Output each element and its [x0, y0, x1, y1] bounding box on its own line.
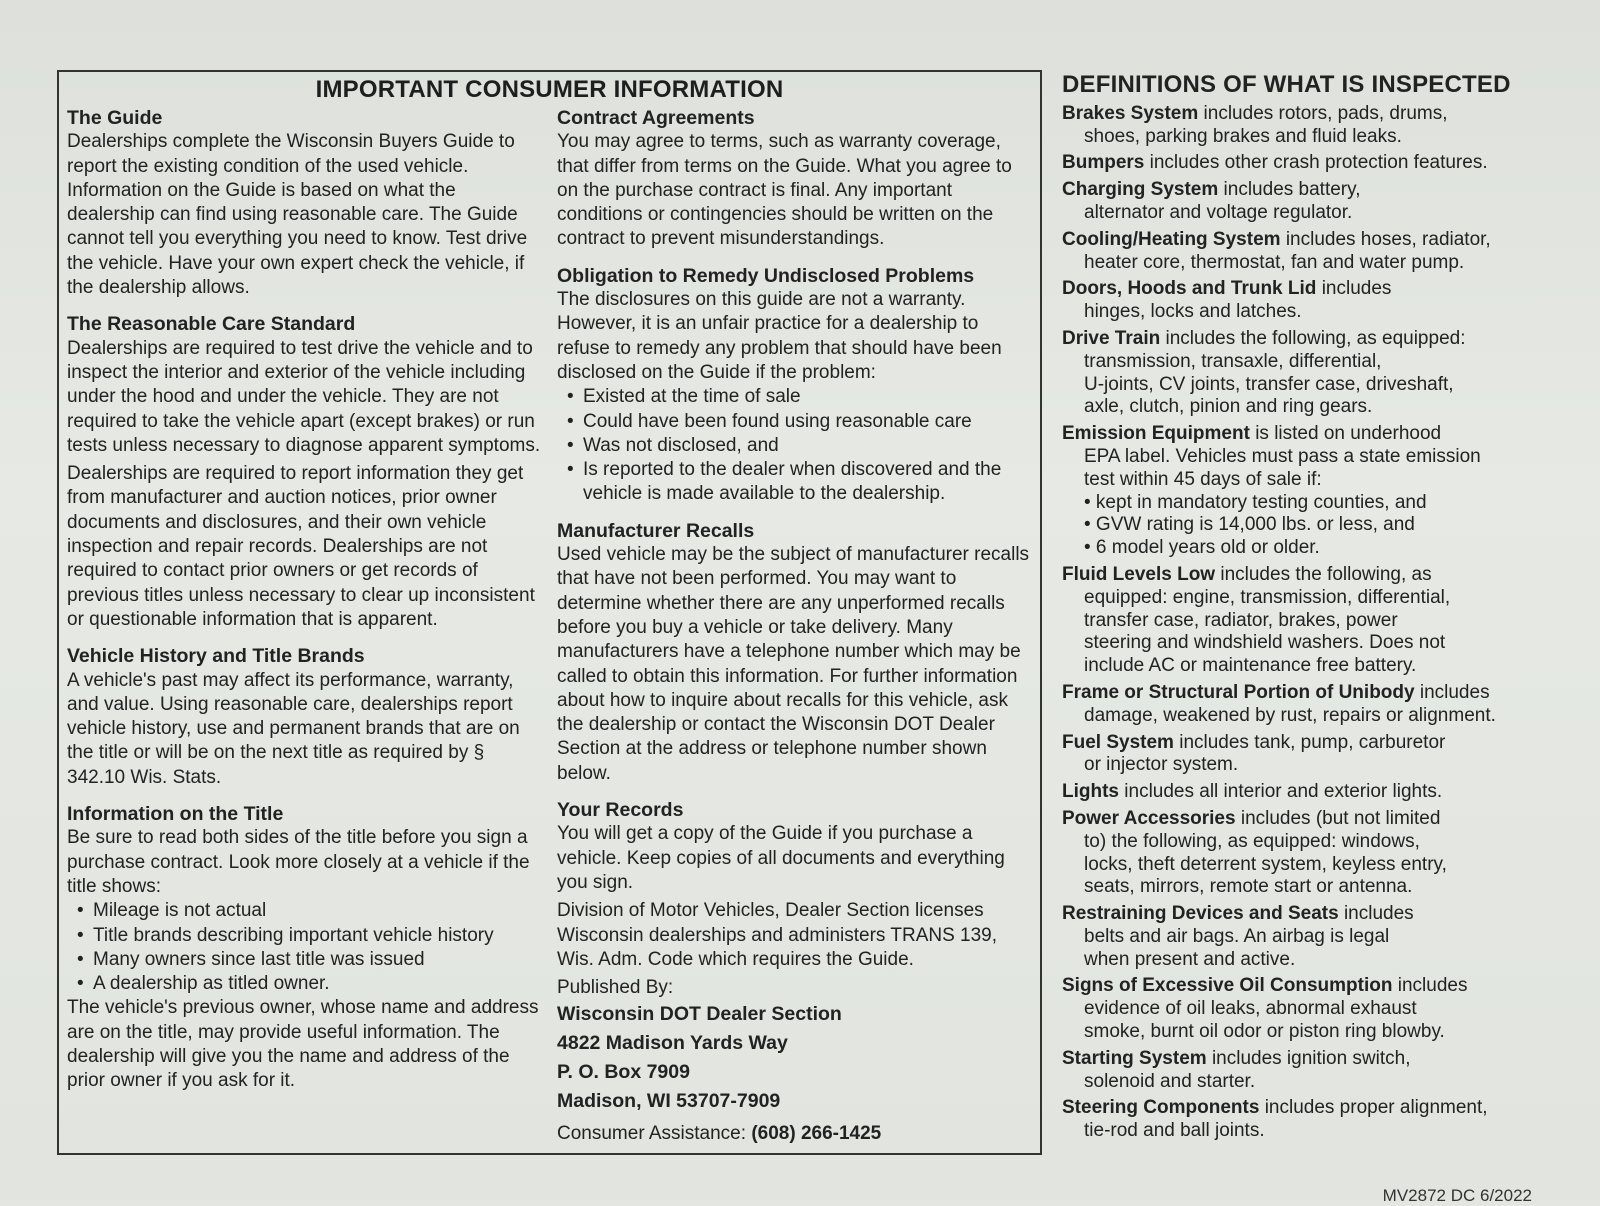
- definition-text: includes: [1397, 975, 1468, 997]
- section-paragraph: You may agree to terms, such as warranty coverage, that differ from terms on the Guide. What you agree to on the purchase contract is final. Any important conditions or contingencies should be written on the contract to prevent misunderstandings.: [557, 131, 1012, 250]
- definition-item: [1062, 1048, 1582, 1094]
- section-the-guide: [67, 106, 542, 300]
- definition-text: is listed on underhood: [1255, 423, 1442, 445]
- definition-first-line: [1062, 423, 1582, 446]
- definition-item: [1062, 179, 1582, 225]
- definition-term: Doors, Hoods and Trunk Lid: [1062, 278, 1317, 300]
- definition-term: Fuel System: [1062, 731, 1174, 753]
- definition-text: includes: [1321, 278, 1392, 300]
- definition-first-line: [1062, 732, 1582, 755]
- section-paragraph: Used vehicle may be the subject of manufacturer recalls that have not been performed. You may want to determine whether there are any unperformed recalls before you buy a vehicle or take delivery. Many manufacturers have a telephone number which may be called to obtain this information. For further information about how to inquire about recalls for this vehicle, ask the dealership or contact the Wisconsin DOT Dealer Section at the address or telephone number shown below.: [557, 544, 1030, 784]
- definition-continuation: axle, clutch, pinion and ring gears.: [1084, 396, 1373, 418]
- definition-term: Starting System: [1062, 1047, 1207, 1069]
- section-vehicle-history: [67, 644, 542, 790]
- definition-term: Power Accessories: [1062, 807, 1236, 829]
- definition-item: [1062, 103, 1582, 149]
- definition-text: includes the following, as: [1220, 563, 1432, 585]
- section-heading: Obligation to Remedy Undisclosed Problems: [557, 264, 975, 287]
- section-heading: Vehicle History and Title Brands: [67, 645, 365, 668]
- definition-term: Drive Train: [1062, 327, 1161, 349]
- section-paragraph: Dealerships are required to test drive the vehicle and to inspect the interior and exterior of the vehicle including under the hood and under the vehicle. They are not required to take the vehicle apart (except brakes) or run tests unless necessary to diagnose apparent symptoms.: [67, 337, 541, 456]
- definitions-list: [1062, 103, 1582, 1143]
- definition-first-line: [1062, 975, 1582, 998]
- definition-first-line: [1062, 152, 1582, 175]
- definition-continuation: to) the following, as equipped: windows,: [1084, 830, 1420, 852]
- definition-continuation: equipped: engine, transmission, differential,: [1084, 586, 1451, 608]
- definition-first-line: [1062, 278, 1582, 301]
- section-obligation: [557, 264, 1032, 507]
- definition-continuation: solenoid and starter.: [1084, 1070, 1256, 1092]
- definition-text: includes: [1343, 903, 1414, 925]
- box-title: IMPORTANT CONSUMER INFORMATION: [315, 76, 784, 103]
- publisher-line: Madison, WI 53707-7909: [557, 1090, 781, 1113]
- definition-text: includes hoses, radiator,: [1285, 228, 1491, 250]
- section-paragraph: Dealerships are required to report information they get from manufacturer and auction notices, prior owner documents and disclosures, and their own vehicle inspection and repair records. Dealerships are not required to contact prior owners or get records of previous titles unless necessary to clear up inconsistent or questionable information that is apparent.: [67, 463, 535, 630]
- definition-term: Restraining Devices and Seats: [1062, 903, 1339, 925]
- section-contract: [557, 106, 1032, 252]
- consumer-info-column-2: [557, 106, 1032, 1159]
- section-title-info: [67, 802, 542, 1094]
- definition-first-line: [1062, 229, 1582, 252]
- definition-item: [1062, 975, 1582, 1043]
- definition-continuation: shoes, parking brakes and fluid leaks.: [1084, 125, 1402, 147]
- definition-term: Charging System: [1062, 179, 1219, 201]
- definition-continuation: tie-rod and ball joints.: [1084, 1120, 1265, 1142]
- definition-first-line: [1062, 781, 1582, 804]
- definition-continuation: heater core, thermostat, fan and water pump.: [1084, 251, 1465, 273]
- obligation-bullet-list: [557, 385, 1032, 506]
- section-heading: The Guide: [67, 107, 163, 129]
- section-records: [557, 798, 1032, 1147]
- definition-term: Bumpers: [1062, 152, 1145, 174]
- definition-item: [1062, 808, 1582, 899]
- definition-continuation: • 6 model years old or older.: [1084, 537, 1320, 559]
- definition-item: [1062, 278, 1582, 324]
- definition-term: Emission Equipment: [1062, 423, 1250, 445]
- section-heading: Contract Agreements: [557, 107, 755, 129]
- section-paragraph: You will get a copy of the Guide if you purchase a vehicle. Keep copies of all documents and everything you sign.: [557, 823, 1005, 893]
- list-item: • Many owners since last title was issued: [77, 948, 542, 972]
- section-paragraph: Division of Motor Vehicles, Dealer Section licenses Wisconsin dealerships and administers TRANS 139, Wis. Adm. Code which requires the Guide.: [557, 900, 998, 970]
- list-item: • Could have been found using reasonable care: [567, 410, 1032, 434]
- assist-label: Consumer Assistance:: [557, 1123, 747, 1145]
- definition-item: [1062, 732, 1582, 778]
- definitions-column: [1062, 71, 1582, 1147]
- publisher-line: Wisconsin DOT Dealer Section: [557, 1003, 842, 1026]
- definition-item: [1062, 682, 1582, 728]
- definition-continuation: EPA label. Vehicles must pass a state emission: [1084, 445, 1481, 467]
- definition-term: Brakes System: [1062, 102, 1199, 124]
- definition-continuation: • GVW rating is 14,000 lbs. or less, and: [1084, 514, 1415, 536]
- section-heading: Your Records: [557, 799, 684, 822]
- list-item: • Was not disclosed, and: [567, 434, 1032, 458]
- definition-continuation: include AC or maintenance free battery.: [1084, 655, 1417, 677]
- section-heading: The Reasonable Care Standard: [67, 313, 356, 336]
- list-item: • Mileage is not actual: [77, 899, 542, 923]
- definition-text: includes battery,: [1223, 179, 1361, 201]
- definition-first-line: [1062, 1097, 1582, 1120]
- definition-term: Steering Components: [1062, 1097, 1260, 1119]
- definition-item: [1062, 423, 1582, 560]
- definition-item: [1062, 781, 1582, 804]
- definition-continuation: steering and windshield washers. Does not: [1084, 632, 1446, 654]
- definition-term: Cooling/Heating System: [1062, 228, 1281, 250]
- definition-continuation: hinges, locks and latches.: [1084, 301, 1302, 323]
- section-paragraph: Dealerships complete the Wisconsin Buyers Guide to report the existing condition of the used vehicle. Information on the Guide is based on what the dealership can find using reasonable care. The Guide cannot tell you everything you need to know. Test drive the vehicle. Have your own expert check the vehicle, if the dealership allows.: [67, 131, 528, 299]
- definition-item: [1062, 564, 1582, 678]
- published-by-label: Published By:: [557, 977, 674, 999]
- definition-text: includes rotors, pads, drums,: [1203, 102, 1448, 124]
- section-paragraph: A vehicle's past may affect its performance, warranty, and value. Using reasonable care, dealerships report vehicle history, use and permanent brands that are on the title or will be on the next title as required by § 342.10 Wis. Stats.: [67, 669, 520, 788]
- definition-term: Signs of Excessive Oil Consumption: [1062, 975, 1393, 997]
- definition-first-line: [1062, 808, 1582, 831]
- definition-text: includes: [1419, 681, 1490, 703]
- definition-text: includes other crash protection features.: [1149, 152, 1488, 174]
- definition-continuation: seats, mirrors, remote start or antenna.: [1084, 876, 1413, 898]
- definition-continuation: transfer case, radiator, brakes, power: [1084, 609, 1398, 631]
- definition-continuation: transmission, transaxle, differential,: [1084, 350, 1382, 372]
- list-item: • A dealership as titled owner.: [77, 972, 542, 996]
- publisher-address: [557, 1000, 1032, 1116]
- definition-first-line: [1062, 564, 1582, 587]
- consumer-assistance: [557, 1122, 1032, 1146]
- definition-text: includes proper alignment,: [1264, 1097, 1488, 1119]
- publisher-line: P. O. Box 7909: [557, 1061, 690, 1084]
- definition-first-line: [1062, 1048, 1582, 1071]
- definition-term: Frame or Structural Portion of Unibody: [1062, 681, 1415, 703]
- list-item: • Existed at the time of sale: [567, 385, 1032, 409]
- consumer-info-box: [57, 70, 1042, 1155]
- definition-continuation: test within 45 days of sale if:: [1084, 468, 1322, 490]
- definition-text: includes ignition switch,: [1211, 1047, 1411, 1069]
- form-code: MV2872 DC 6/2022: [1382, 1186, 1532, 1205]
- definition-item: [1062, 1097, 1582, 1143]
- definition-continuation: or injector system.: [1084, 754, 1239, 776]
- list-item: • Title brands describing important vehicle history: [77, 924, 542, 948]
- section-recalls: [557, 519, 1032, 786]
- definition-text: includes (but not limited: [1240, 807, 1441, 829]
- definition-text: includes tank, pump, carburetor: [1179, 731, 1446, 753]
- section-paragraph: The disclosures on this guide are not a warranty. However, it is an unfair practice for a dealership to refuse to remedy any problem that should have been disclosed on the Guide if the problem:: [557, 289, 1002, 383]
- section-heading: Manufacturer Recalls: [557, 519, 755, 542]
- definition-first-line: [1062, 903, 1582, 926]
- definition-item: [1062, 903, 1582, 971]
- section-outro: The vehicle's previous owner, whose name and address are on the title, may provide useful information. The dealership will give you the name and address of the prior owner if you ask for it.: [67, 997, 539, 1092]
- definition-continuation: smoke, burnt oil odor or piston ring blowby.: [1084, 1021, 1445, 1043]
- definition-first-line: [1062, 328, 1582, 351]
- definition-continuation: alternator and voltage regulator.: [1084, 201, 1353, 223]
- definition-term: Fluid Levels Low: [1062, 563, 1216, 585]
- definition-continuation: U-joints, CV joints, transfer case, driveshaft,: [1084, 373, 1454, 395]
- definition-continuation: damage, weakened by rust, repairs or alignment.: [1084, 704, 1496, 726]
- section-reasonable-care: [67, 312, 542, 632]
- list-item: • Is reported to the dealer when discovered and the vehicle is made available to the dealership.: [567, 458, 1032, 507]
- definition-continuation: • kept in mandatory testing counties, and: [1084, 491, 1427, 513]
- definition-text: includes the following, as equipped:: [1165, 327, 1466, 349]
- definition-first-line: [1062, 682, 1582, 705]
- definition-item: [1062, 152, 1582, 175]
- definition-term: Lights: [1062, 781, 1119, 803]
- definition-continuation: when present and active.: [1084, 948, 1296, 970]
- section-intro: Be sure to read both sides of the title before you sign a purchase contract. Look more closely at a vehicle if the title shows:: [67, 827, 530, 897]
- definition-continuation: evidence of oil leaks, abnormal exhaust: [1084, 998, 1417, 1020]
- section-heading: Information on the Title: [67, 803, 284, 826]
- definition-item: [1062, 229, 1582, 275]
- title-bullet-list: [67, 899, 542, 996]
- definition-continuation: belts and air bags. An airbag is legal: [1084, 925, 1390, 947]
- definition-continuation: locks, theft deterrent system, keyless entry,: [1084, 853, 1447, 875]
- assist-phone: (608) 266-1425: [751, 1123, 882, 1145]
- definitions-title: DEFINITIONS OF WHAT IS INSPECTED: [1062, 71, 1511, 98]
- publisher-line: 4822 Madison Yards Way: [557, 1032, 788, 1055]
- definition-item: [1062, 328, 1582, 419]
- definition-text: includes all interior and exterior lights.: [1124, 781, 1443, 803]
- definition-first-line: [1062, 103, 1582, 126]
- definition-first-line: [1062, 179, 1582, 202]
- consumer-info-column-1: [67, 106, 542, 1106]
